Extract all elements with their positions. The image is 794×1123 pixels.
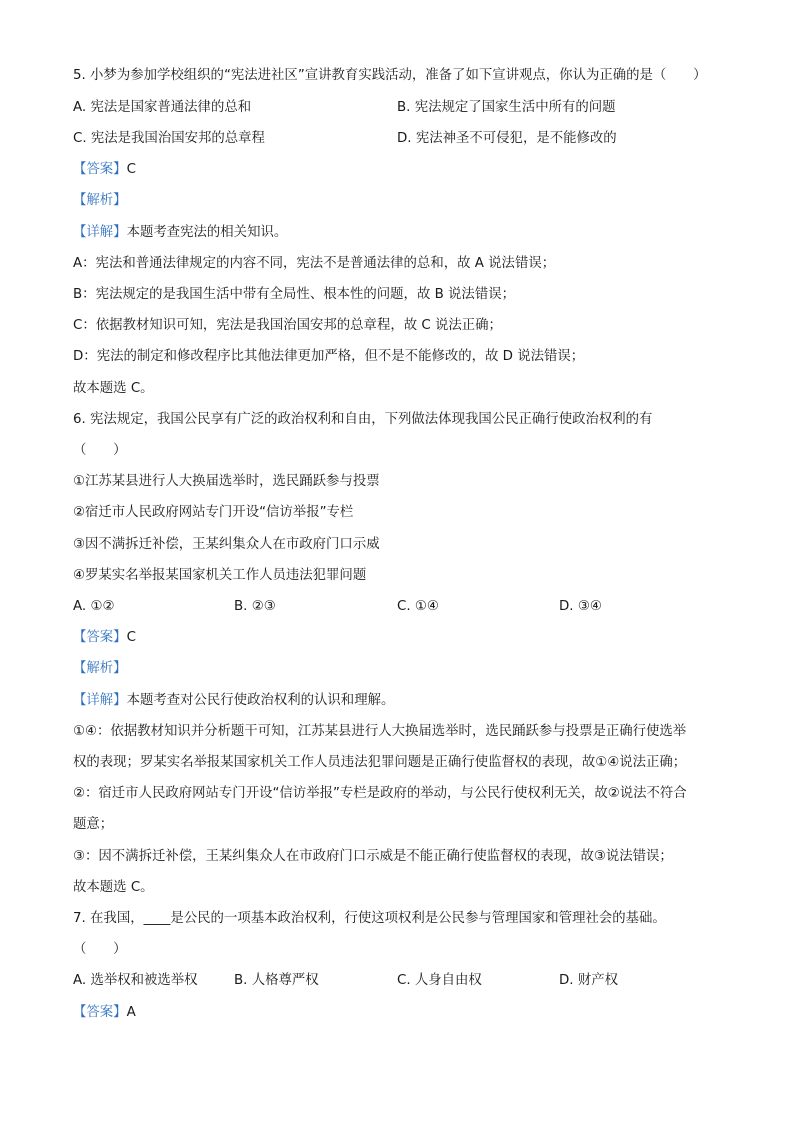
q6-detail-line: 故本题选 C。 <box>73 880 154 895</box>
q5-option-b: B. 宪法规定了国家生活中所有的问题 <box>397 100 616 115</box>
q5-option-c: C. 宪法是我国治国安邦的总章程 <box>73 131 265 146</box>
q7-answer-row <box>73 1003 136 1023</box>
q5-detail-line: 本题考查宪法的相关知识。 <box>126 225 288 240</box>
q6-item-1: ①江苏某县进行人大换届选举时，选民踊跃参与投票 <box>73 474 380 489</box>
q5-option-d: D. 宪法神圣不可侵犯，是不能修改的 <box>397 131 617 146</box>
q7-option-d: D. 财产权 <box>559 973 618 988</box>
q6-item-3: ③因不满拆迁补偿，王某纠集众人在市政府门口示威 <box>73 537 380 552</box>
q5-analysis-tag: 【解析】 <box>73 193 127 208</box>
q6-item-4: ④罗某实名举报某国家机关工作人员违法犯罪问题 <box>73 568 367 583</box>
q6-option-b: B. ②③ <box>234 599 276 614</box>
q5-detail-line: D：宪法的制定和修改程序比其他法律更加严格，但不是不能修改的，故 D 说法错误； <box>73 349 585 364</box>
q6-detail-line: 题意； <box>73 817 114 832</box>
q6-detail-line: ③：因不满拆迁补偿，王某纠集众人在市政府门口示威是不能正确行使监督权的表现，故③说法错误； <box>73 849 673 864</box>
q7-option-a: A. 选举权和被选举权 <box>73 973 198 988</box>
q7-stem-bracket: （ ） <box>73 942 127 957</box>
q6-item-2: ②宿迁市人民政府网站专门开设“信访举报”专栏 <box>73 505 354 520</box>
q7-answer: A <box>126 1005 136 1020</box>
q7-option-c: C. 人身自由权 <box>397 973 482 988</box>
q5-detail-line: B：宪法规定的是我国生活中带有全局性、根本性的问题，故 B 说法错误； <box>73 287 515 302</box>
q6-option-a: A. ①② <box>73 599 115 614</box>
q5-detail-tag: 【详解】 <box>73 225 127 240</box>
q5-detail-line: 故本题选 C。 <box>73 381 154 396</box>
q6-detail-line: ①④：依据教材知识并分析题干可知，江苏某县进行人大换届选举时，选民踊跃参与投票是正确行使选举 <box>73 724 687 739</box>
q6-detail-line: 权的表现；罗某实名举报某国家机关工作人员违法犯罪问题是正确行使监督权的表现，故①④说法正确； <box>73 755 687 770</box>
q6-analysis-tag: 【解析】 <box>73 661 127 676</box>
q7-stem: 7. 在我国，____是公民的一项基本政治权利，行使这项权利是公民参与管理国家和管理社会的基础。 <box>73 911 666 926</box>
q6-detail-row <box>73 691 394 711</box>
q7-answer-tag: 【答案】 <box>73 1005 127 1020</box>
q6-answer-row <box>73 628 136 648</box>
q5-stem: 5. 小梦为参加学校组织的“宪法进社区”宣讲教育实践活动，准备了如下宣讲观点，你认为正确的是（ ） <box>73 68 707 83</box>
q6-detail-tag: 【详解】 <box>73 693 127 708</box>
q5-option-a: A. 宪法是国家普通法律的总和 <box>73 100 252 115</box>
q6-stem-bracket: （ ） <box>73 443 127 458</box>
q6-answer: C <box>126 630 136 645</box>
q6-answer-tag: 【答案】 <box>73 630 127 645</box>
q6-detail-line: 本题考查对公民行使政治权利的认识和理解。 <box>126 693 395 708</box>
q5-answer-row <box>73 160 136 180</box>
q5-detail-row <box>73 223 287 243</box>
q6-stem: 6. 宪法规定，我国公民享有广泛的政治权利和自由，下列做法体现我国公民正确行使政治权利的有 <box>73 412 653 427</box>
q5-answer: C <box>126 162 136 177</box>
q5-detail-line: C：依据教材知识可知，宪法是我国治国安邦的总章程，故 C 说法正确； <box>73 318 502 333</box>
q7-option-b: B. 人格尊严权 <box>234 973 319 988</box>
q6-option-d: D. ③④ <box>559 599 602 614</box>
q5-detail-line: A：宪法和普通法律规定的内容不同，宪法不是普通法律的总和，故 A 说法错误； <box>73 256 556 271</box>
q6-option-c: C. ①④ <box>397 599 439 614</box>
q6-detail-line: ②：宿迁市人民政府网站专门开设“信访举报”专栏是政府的举动，与公民行使权利无关，故②说法不符合 <box>73 786 687 801</box>
q5-answer-tag: 【答案】 <box>73 162 127 177</box>
